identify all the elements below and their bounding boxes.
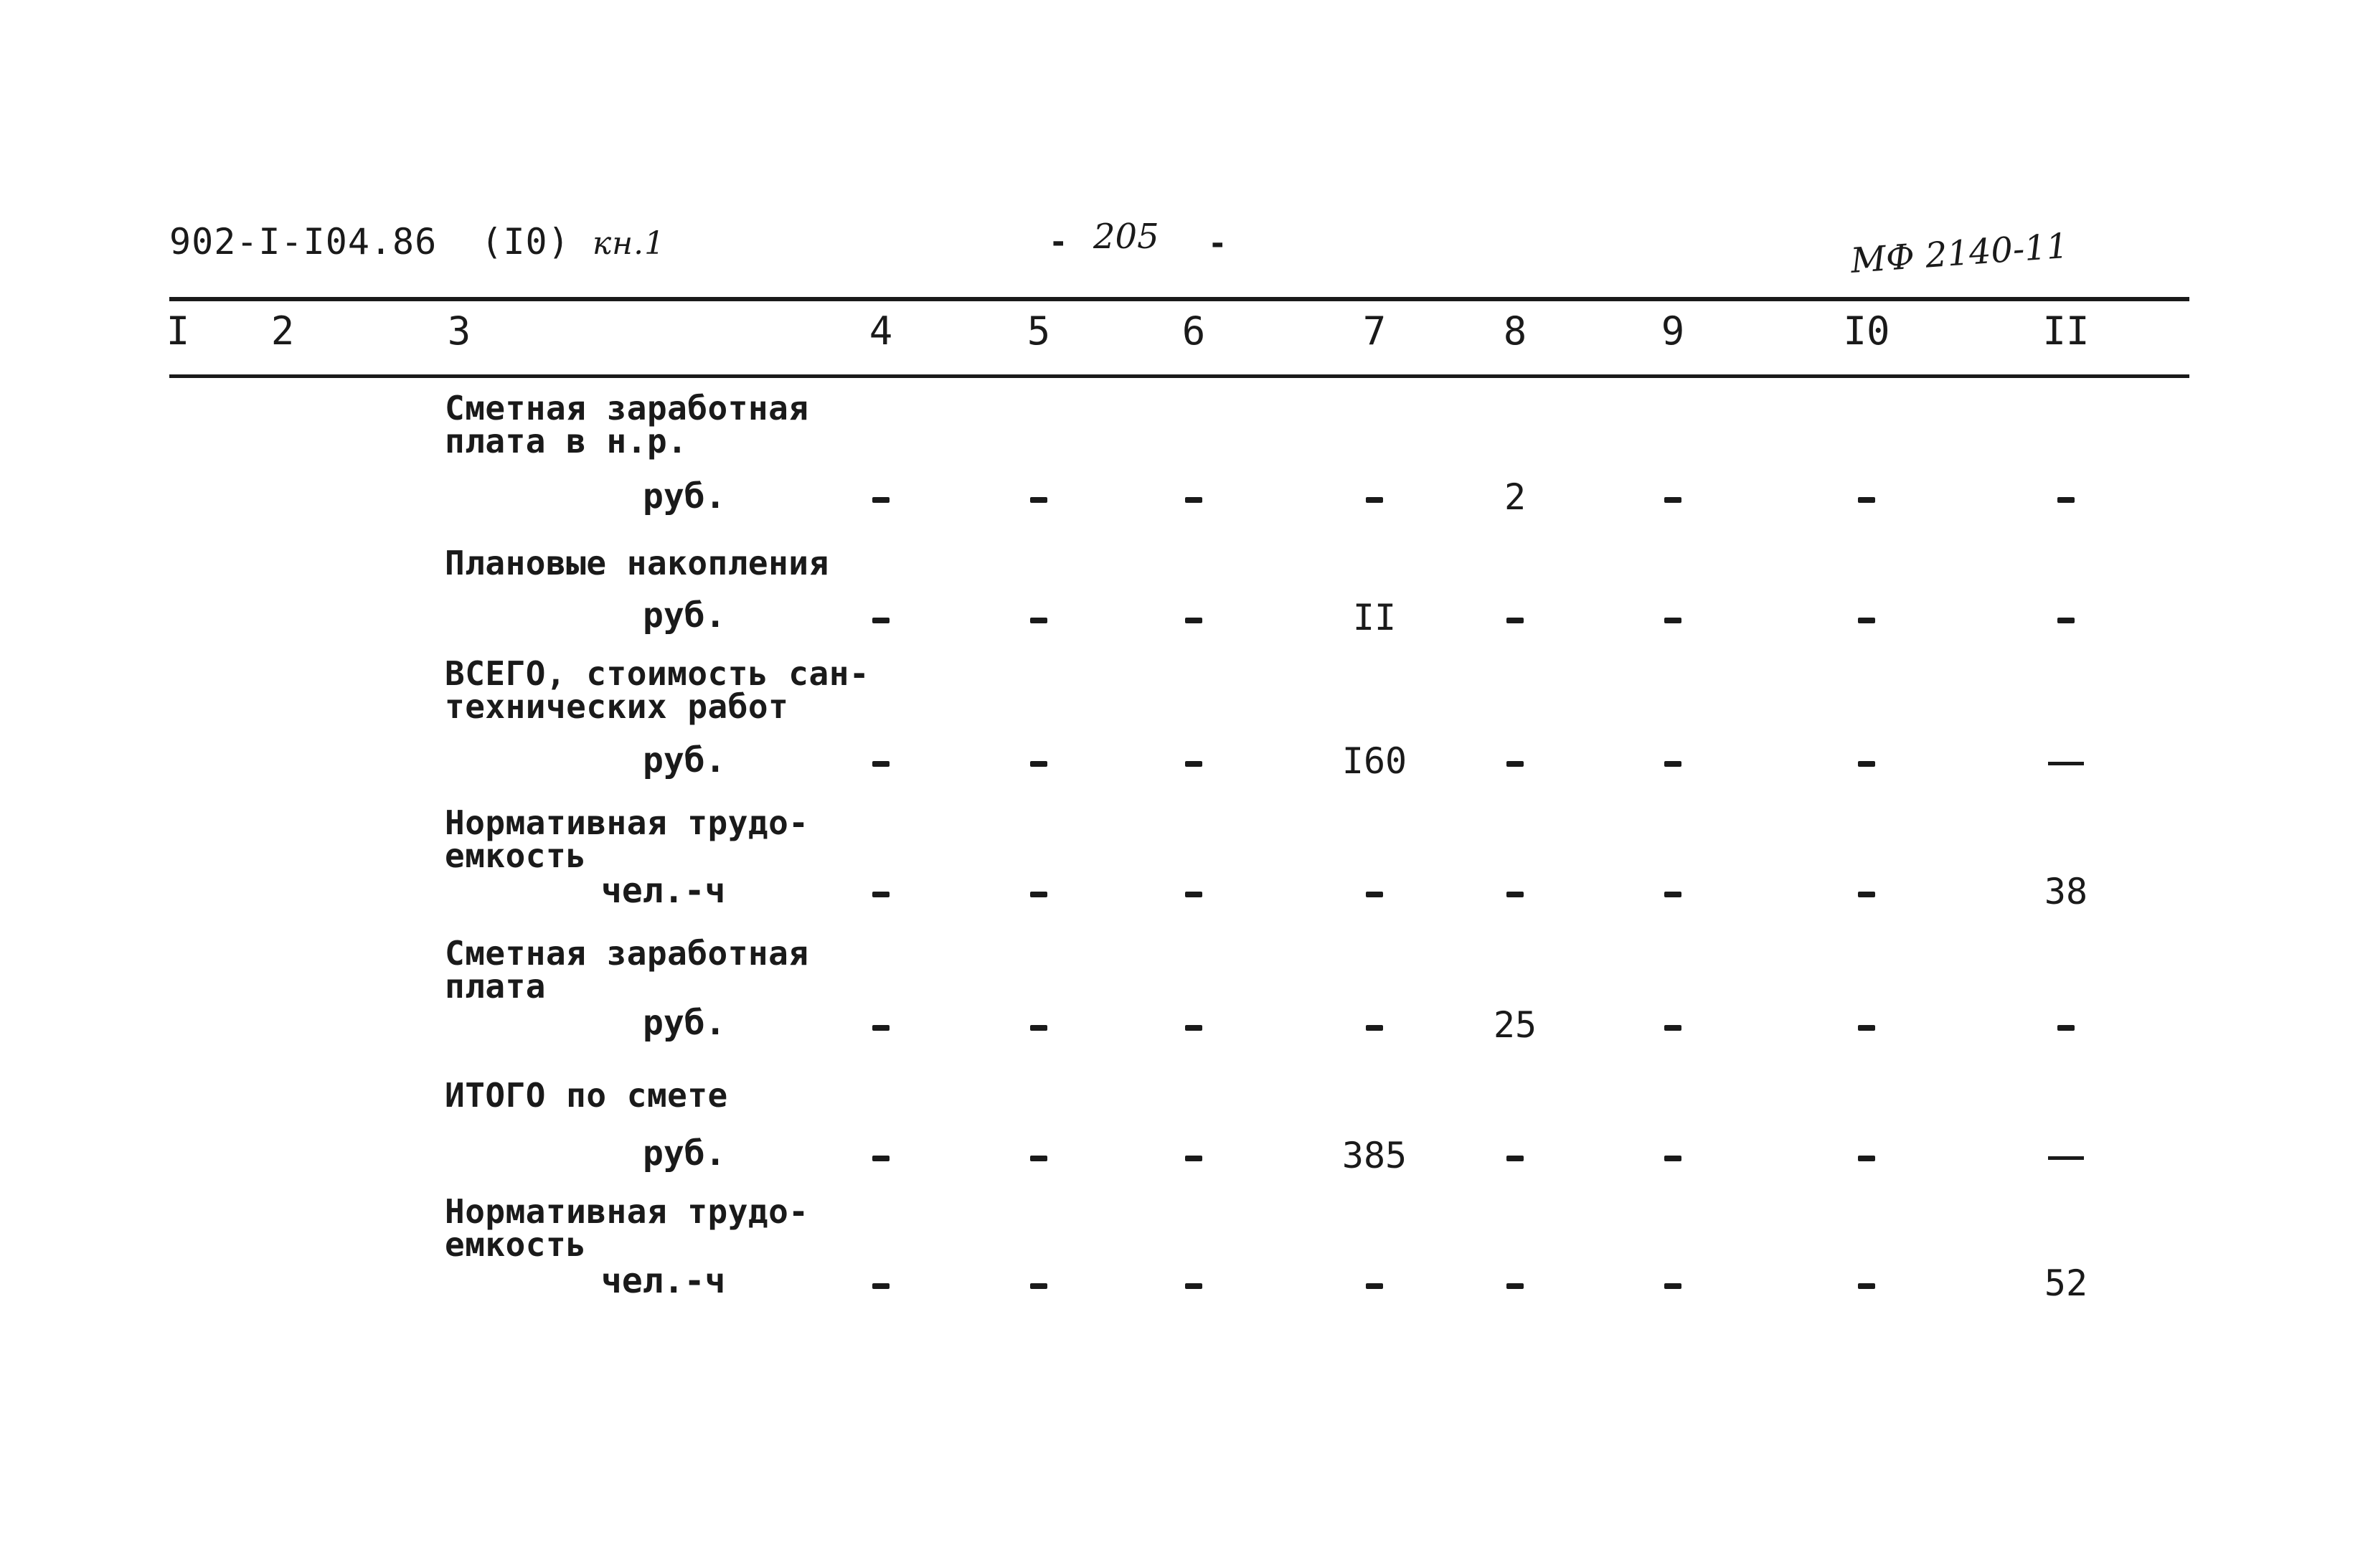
value-cell-col-8: [1458, 1265, 1572, 1301]
dash-mark: [2057, 618, 2075, 623]
dash-mark: [872, 892, 890, 897]
row-label-line: ВСЕГО, стоимость сан-: [445, 654, 870, 693]
column-number-6: 6: [1181, 308, 1206, 354]
dash-mark: [1858, 1283, 1875, 1289]
value-cell-col-9: [1615, 479, 1730, 515]
row-label-line: Сметная заработная: [445, 934, 809, 973]
value-cell-col-4: [824, 479, 938, 515]
value-cell-col-4: [824, 874, 938, 910]
dash-mark: [1664, 497, 1681, 503]
dash-mark: [1664, 761, 1681, 767]
value-cell-col-6: [1136, 874, 1251, 910]
dash-mark: [1858, 892, 1875, 897]
value-cell-col-11: [2009, 743, 2123, 779]
value-cell-col-9: [1615, 874, 1730, 910]
value-cell-col-5: [981, 1265, 1096, 1301]
row-unit: руб.: [643, 1133, 726, 1173]
dash-mark: [1664, 1025, 1681, 1031]
dash-mark: [1506, 761, 1524, 767]
dash-mark: [872, 1283, 890, 1289]
dash-mark: [1366, 497, 1383, 503]
column-number-7: 7: [1362, 308, 1387, 354]
row-label-line: емкость: [445, 1225, 587, 1264]
value-cell-col-6: [1136, 1007, 1251, 1043]
value-cell-col-8: [1458, 1138, 1572, 1173]
value-cell-col-7: 385: [1341, 1135, 1407, 1176]
row-label: [445, 803, 809, 875]
dash-mark: [1858, 497, 1875, 503]
value-cell-col-5: [981, 600, 1096, 636]
value-cell-col-6: [1136, 1138, 1251, 1173]
dash-mark: [1506, 1283, 1524, 1289]
dash-mark: [1185, 1025, 1202, 1031]
value-cell-col-7: [1317, 479, 1432, 515]
value-cell-col-8: 2: [1504, 476, 1527, 518]
column-number-8: 8: [1503, 308, 1527, 354]
column-number-2: 2: [270, 308, 295, 354]
value-cell-col-8: [1458, 874, 1572, 910]
value-cell-col-10: [1809, 1265, 1924, 1301]
dash-mark: [1858, 1156, 1875, 1161]
dash-mark: [1185, 892, 1202, 897]
value-cell-col-8: [1458, 743, 1572, 779]
row-label-line: Нормативная трудо-: [445, 1192, 809, 1231]
dash-mark: [1664, 1283, 1681, 1289]
row-label-line: ИТОГО по смете: [445, 1076, 728, 1115]
page-number: 205: [1093, 217, 1159, 257]
dash-mark: [1366, 892, 1383, 897]
dash-mark: [1030, 618, 1047, 623]
dash-mark: [1506, 892, 1524, 897]
value-cell-col-6: [1136, 479, 1251, 515]
dash-mark: [2057, 1025, 2075, 1031]
value-cell-col-10: [1809, 874, 1924, 910]
row-unit: руб.: [643, 595, 726, 636]
value-cell-col-8: [1458, 600, 1572, 636]
dash-mark: [1030, 1156, 1047, 1161]
dash-mark: [1030, 1025, 1047, 1031]
dash-mark: [1858, 618, 1875, 623]
dash-mark: [1366, 1283, 1383, 1289]
value-cell-col-11: [2009, 479, 2123, 515]
value-cell-col-11: 52: [2044, 1262, 2088, 1304]
value-cell-col-11: 38: [2044, 871, 2088, 912]
dash-mark: [1185, 497, 1202, 503]
value-cell-col-11: [2009, 1138, 2123, 1173]
value-cell-col-10: [1809, 1138, 1924, 1173]
value-cell-col-6: [1136, 600, 1251, 636]
value-cell-col-9: [1615, 743, 1730, 779]
dash-mark: [1185, 1156, 1202, 1161]
dash-mark: [1185, 761, 1202, 767]
row-unit: руб.: [643, 740, 726, 780]
row-unit: чел.-ч: [601, 871, 726, 911]
value-cell-col-10: [1809, 1007, 1924, 1043]
value-cell-col-5: [981, 874, 1096, 910]
dash-mark: [1506, 618, 1524, 623]
dash-mark: [1030, 497, 1047, 503]
value-cell-col-6: [1136, 743, 1251, 779]
value-cell-col-9: [1615, 1138, 1730, 1173]
dash-mark: [1506, 1156, 1524, 1161]
dash-mark: [872, 618, 890, 623]
column-number-10: I0: [1843, 308, 1890, 354]
row-label: [445, 654, 870, 726]
header-top-rule: [169, 297, 2189, 301]
dash-mark: [1185, 618, 1202, 623]
document-code: [169, 221, 665, 263]
dash-mark: [1185, 1283, 1202, 1289]
value-cell-col-7: [1317, 1007, 1432, 1043]
archive-stamp: МФ 2140-11: [1849, 225, 2070, 281]
column-number-11: II: [2042, 308, 2090, 354]
value-cell-col-5: [981, 743, 1096, 779]
dash-mark: [1030, 892, 1047, 897]
value-cell-col-4: [824, 1007, 938, 1043]
value-cell-col-7: I60: [1341, 740, 1407, 782]
row-label: [445, 389, 809, 461]
row-label: [445, 544, 829, 582]
document-code-part: (I0): [481, 221, 570, 263]
value-cell-col-7: [1317, 1265, 1432, 1301]
document-book: кн.1: [592, 225, 666, 262]
value-cell-col-4: [824, 1265, 938, 1301]
value-cell-col-10: [1809, 743, 1924, 779]
value-cell-col-4: [824, 600, 938, 636]
column-number-3: 3: [447, 308, 471, 354]
row-label-line: плата: [445, 967, 546, 1006]
row-label: [445, 1076, 728, 1115]
value-cell-col-11: [2009, 600, 2123, 636]
dash-mark: [1664, 618, 1681, 623]
document-code-number: 902-I-I04.86: [169, 221, 438, 263]
value-cell-col-8: 25: [1493, 1004, 1537, 1046]
dash-mark: [872, 1025, 890, 1031]
dash-mark: [872, 497, 890, 503]
column-number-5: 5: [1027, 308, 1051, 354]
value-cell-col-5: [981, 1007, 1096, 1043]
value-cell-col-4: [824, 1138, 938, 1173]
row-unit: руб.: [643, 476, 726, 516]
row-label: [445, 934, 809, 1006]
row-label-line: Нормативная трудо-: [445, 803, 809, 842]
value-cell-col-11: [2009, 1007, 2123, 1043]
dash-mark: [1030, 761, 1047, 767]
page-number-dash-right: -: [1208, 225, 1227, 262]
value-cell-col-7: II: [1352, 597, 1397, 638]
row-label-line: плата в н.р.: [445, 422, 688, 461]
column-number-1: I: [166, 308, 190, 354]
long-dash-mark: [2048, 1156, 2084, 1160]
row-label-line: Плановые накопления: [445, 544, 829, 582]
row-unit: чел.-ч: [601, 1261, 726, 1301]
row-unit: руб.: [643, 1003, 726, 1043]
row-label-line: технических работ: [445, 687, 789, 726]
value-cell-col-9: [1615, 1007, 1730, 1043]
dash-mark: [1858, 761, 1875, 767]
value-cell-col-10: [1809, 479, 1924, 515]
value-cell-col-10: [1809, 600, 1924, 636]
column-number-9: 9: [1661, 308, 1685, 354]
value-cell-col-4: [824, 743, 938, 779]
dash-mark: [1030, 1283, 1047, 1289]
dash-mark: [872, 1156, 890, 1161]
header-bottom-rule: [169, 374, 2189, 378]
dash-mark: [2057, 497, 2075, 503]
dash-mark: [872, 761, 890, 767]
row-label: [445, 1192, 809, 1264]
page-number-dash-left: -: [1049, 224, 1068, 260]
dash-mark: [1366, 1025, 1383, 1031]
value-cell-col-9: [1615, 1265, 1730, 1301]
value-cell-col-9: [1615, 600, 1730, 636]
row-label-line: емкость: [445, 836, 587, 875]
value-cell-col-5: [981, 1138, 1096, 1173]
value-cell-col-5: [981, 479, 1096, 515]
value-cell-col-7: [1317, 874, 1432, 910]
dash-mark: [1664, 1156, 1681, 1161]
dash-mark: [1664, 892, 1681, 897]
dash-mark: [1858, 1025, 1875, 1031]
row-label-line: Сметная заработная: [445, 389, 809, 428]
column-number-4: 4: [869, 308, 893, 354]
long-dash-mark: [2048, 762, 2084, 765]
value-cell-col-6: [1136, 1265, 1251, 1301]
